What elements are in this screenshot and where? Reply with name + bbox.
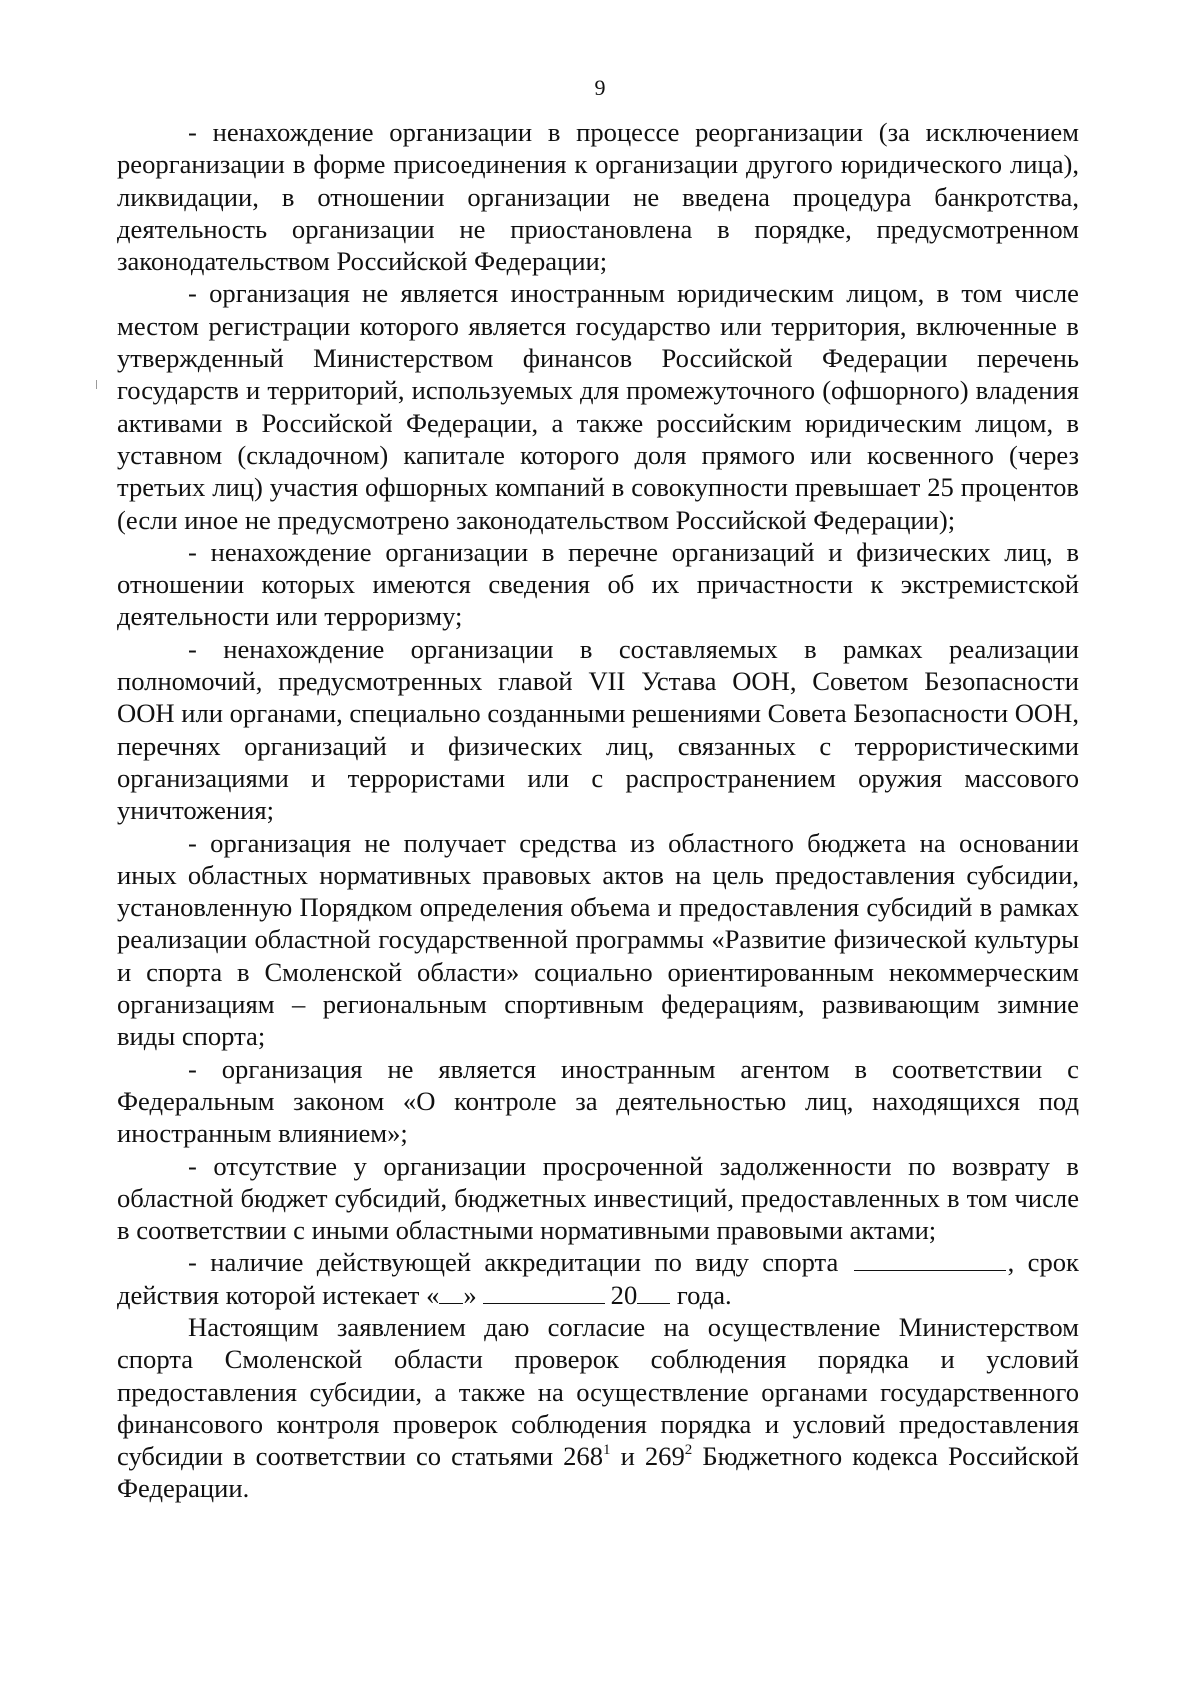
consent-middle: и 269: [610, 1441, 685, 1472]
year-prefix: 20: [610, 1279, 638, 1310]
article-268-superscript: 1: [603, 1442, 611, 1459]
document-body: [117, 116, 1079, 1505]
paragraph-reorganization: - ненахождение организации в процессе реорганизации (за исключением реорганизации в форме присоединения к организации другого юридического лица), ликвидации, в отношении организации не введена процедура банкротства, деятельность организации не приостановлена в порядке, предусмотренном законодательством Российской Федерации;: [117, 117, 1079, 277]
consent-text: Настоящим заявлением даю согласие на осуществление Министерством спорта Смоленской области проверок соблюдения порядка и условий предоставления субсидии, а также на осуществление органами государственного финансового контроля проверок соблюдения порядка и условий предоставления субсидии в соответствии со статьями 268: [117, 1311, 1079, 1472]
date-close-quote: »: [463, 1279, 477, 1310]
paragraph-consent: [117, 1311, 1079, 1505]
accreditation-expiry-text: , срок действия которой истекает «: [117, 1247, 1079, 1310]
page-number: 9: [594, 75, 606, 100]
article-269-superscript: 2: [684, 1442, 693, 1459]
year-blank[interactable]: [637, 1281, 670, 1304]
paragraph-extremism-list: - ненахождение организации в перечне организаций и физических лиц, в отношении которых имеются сведения об их причастности к экстремистской деятельности или терроризму;: [117, 536, 1079, 632]
paragraph-foreign-agent: - организация не является иностранным агентом в соответствии с Федеральным законом «О контроле за деятельностью лиц, находящихся под иностранным влиянием»;: [117, 1053, 1079, 1149]
year-word: года.: [676, 1279, 732, 1310]
paragraph-no-overdue-debt: - отсутствие у организации просроченной задолженности по возврату в областной бюджет субсидий, бюджетных инвестиций, предоставленных в том числе в соответствии с иными областными нормативными правовыми актами;: [117, 1150, 1079, 1246]
accreditation-text: - наличие действующей аккредитации по виду спорта: [188, 1247, 839, 1278]
paragraph-no-other-funding: - организация не получает средства из областного бюджета на основании иных областных нормативных правовых актов на цель предоставления субсидии, установленную Порядком определения объема и предоставления субсидий в рамках реализации областной государственной программы «Развитие физической культуры и спорта в Смоленской области» социально ориентированным некоммерческим организациям – региональным спортивным федерациям, развивающим зимние виды спорта;: [117, 827, 1079, 1052]
paragraph-foreign-entity: - организация не является иностранным юридическим лицом, в том числе местом регистрации которого является государство или территория, включенные в утвержденный Министерством финансов Российской Федерации перечень государств и территорий, используемых для промежуточного (офшорного) владения активами в Российской Федерации, а также российским юридическим лицом, в уставном (складочном) капитале которого доля прямого или косвенного (через третьих лиц) участия офшорных компаний в совокупности превышает 25 процентов (если иное не предусмотрено законодательством Российской Федерации);: [117, 278, 1079, 535]
sport-type-blank[interactable]: [854, 1248, 1006, 1271]
paragraph-un-sanctions-list: - ненахождение организации в составляемых в рамках реализации полномочий, предусмотренных главой VII Устава ООН, Советом Безопасности ООН или органами, специально созданными решениями Совета Безопасности ООН, перечнях организаций и физических лиц, связанных с террористическими организациями и террористами или с распространением оружия массового уничтожения;: [117, 633, 1079, 826]
month-blank[interactable]: [483, 1281, 605, 1304]
paragraph-accreditation: [117, 1246, 1079, 1311]
day-blank[interactable]: [439, 1281, 463, 1304]
scan-artifact-mark: [96, 380, 97, 389]
consent-end: Бюджетного кодекса Российской Федерации.: [117, 1441, 1079, 1504]
